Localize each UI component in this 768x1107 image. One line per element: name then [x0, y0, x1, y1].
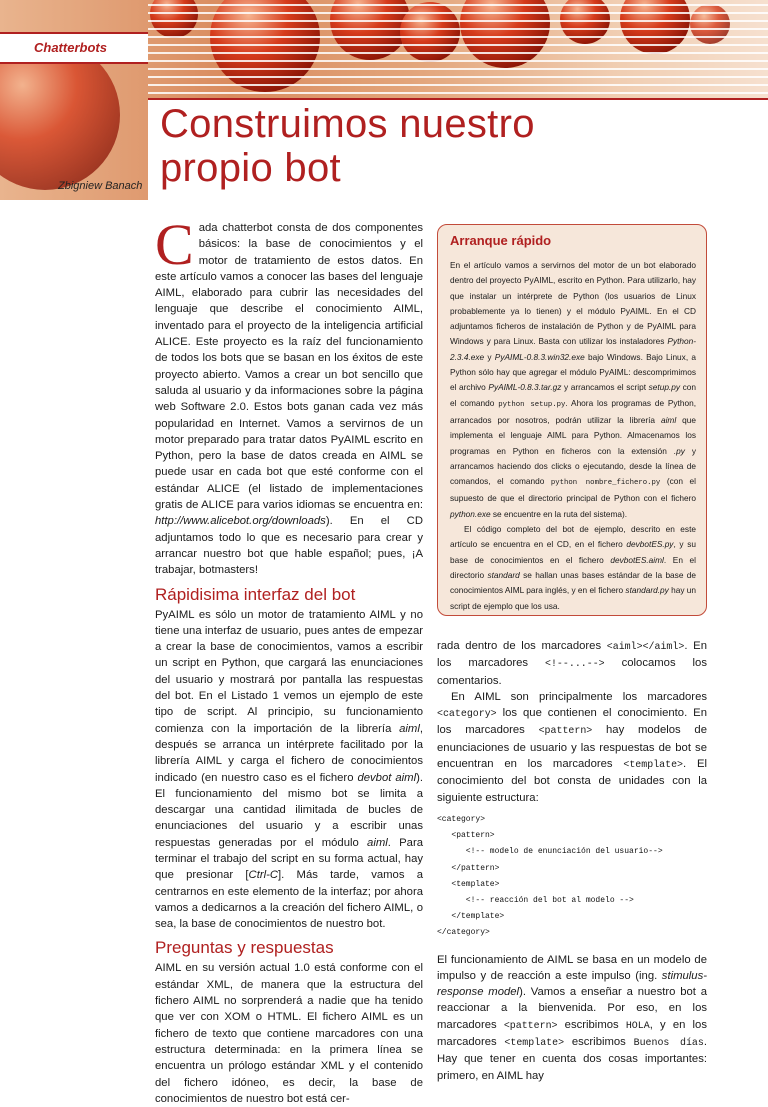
- code-listing: <category> <pattern> <!-- modelo de enunciación del usuario--> </pattern> <template> <!-- reacción del bot al modelo --> </template> </category>: [437, 814, 663, 938]
- section-header-box: [0, 32, 148, 64]
- drop-cap: C: [155, 212, 194, 277]
- section-label: Chatterbots: [34, 40, 107, 55]
- sidebar-text: [450, 258, 696, 614]
- title-line-2: propio bot: [160, 146, 341, 190]
- title-line-1: Construimos nuestro: [160, 102, 535, 146]
- title-box: [148, 98, 768, 202]
- paragraph-impulso: El funcionamiento de AIML se basa en un modelo de impulso y de reacción a este impulso (ing. stimulus-response model). Vamos a enseñar a nuestro bot a reaccionar a la bienvenida. Por eso, en los marcadores <pattern> escribimos HOLA, y en los marcadores <template> escribimos Buenos días. Hay que tener en cuenta dos cosas importantes: primero, en AIML hay: [437, 953, 708, 1082]
- sidebar-paragraph: El código completo del bot de ejemplo, descrito en este artículo se encuentra en el CD, en el fichero devbotES.py, y su base de conocimientos en el fichero devbotES.aiml. En el directorio standard se hallan unas bases estándar de la base de conocimientos AIML para inglés, y en el fichero standard.py hay un script de ejemplo que los usa.: [450, 524, 697, 611]
- sidebar-arranque-rapido: [437, 224, 707, 616]
- banner-grid-lines: [148, 0, 768, 100]
- intro-paragraph: Cada chatterbot consta de dos componentes básicos: la base de conocimientos y el motor de tratamiento de estos datos. En este artículo vamos a conocer las bases del lenguaje AIML, elaborado para cubrir las necesidades del lenguaje que describe el conocimiento AIML, inventado para el proyecto de la inteligencia artificial ALICE. Este proyecto es la raíz del funcionamiento de todos los bots que se basan en los éxitos de este proyecto abierto. Vamos a crear un bot sencillo que saluda al usuario y da informaciones sobre la página web Software 2.0. Estos bots ganan cada vez más popularidad en Internet. Vamos a servirnos de un motor preparado para tratar datos PyAIML escrito en Python, pero la base de datos creada en AIML se puede usar en cada bot que esté conforme con el estándar ALICE (el listado de implementaciones gratis de ALICE para varios idiomas se encuentra en: http://www.alicebot.org/downloads). En el CD adjuntamos todo lo que es necesario para crear y arrancar nuestro bot que hable español; pues, ¡A trabajar, botmasters!: [155, 212, 423, 577]
- heading-interfaz: Rápidisima interfaz del bot: [155, 584, 356, 604]
- paragraph-preguntas: AIML en su versión actual 1.0 está conforme con el estándar XML, de manera que la estructura del fichero AIML no sorprenderá a nadie que ha tenido que ver con XOM o HTML. El fichero AIML es un fichero de texto que contiene marcadores con una estructura determinada: en la primera línea se encuentra un prólogo estándar XML y el contenido del fichero idóneo, es decir, la base de conocimientos de nuestro bot está cer-: [155, 962, 423, 1105]
- paragraph-interfaz: PyAIML es sólo un motor de tratamiento AIML y no tiene una interfaz de usuario, pues antes de empezar a crear la base de conocimientos, vamos a escribir un script en Python, que cargará las enunciaciones del usuario y mostrará por pantalla las respuestas del bot. En el Listado 1 vemos un ejemplo de este tipo de script. Al principio, su funcionamiento comienza con la importación de la librería aiml, después se arranca un intérprete facilitado por la librería AIML y carga el fichero de conocimientos indicado (en nuestro caso es el fichero devbot aiml). El funcionamiento del mismo bot se limita a descargar una cantidad ilimitada de bucles de enunciaciones del usuario y a escribir unas respuestas generadas por el módulo aiml. Para terminar el trabajo del script en su forma actual, hay que presionar [Ctrl-C]. Más tarde, vamos a centrarnos en este elemento de la interfaz; por ahora vamos a dedicarnos a la creación del fichero AIML, o sea, la base de conocimientos de nuestro bot.: [155, 608, 424, 931]
- heading-preguntas: Preguntas y respuestas: [155, 938, 334, 958]
- sidebar-title: Arranque rápido: [450, 233, 552, 248]
- author-name: Zbigniew Banach: [58, 180, 143, 192]
- column-right: [437, 638, 707, 1084]
- paragraph-category: En AIML son principalmente los marcadores <category> los que contienen el conocimiento. En los marcadores <pattern> hay modelos de enunciaciones de usuario y las respuestas de bot se encuentran en los marcadores <template>. El conocimiento del bot consta de unidades con la siguiente estructura:: [437, 690, 707, 804]
- paragraph-marcadores: rada dentro de los marcadores <aiml></aiml>. En los marcadores <!--...--> colocamos los comentarios.: [437, 640, 707, 687]
- alicebot-link[interactable]: http://www.alicebot.org/downloads: [155, 515, 326, 528]
- column-left: [155, 212, 424, 1107]
- article-title: [160, 102, 535, 190]
- sidebar-paragraph: En el artículo vamos a servirnos del motor de un bot elaborado dentro del proyecto PyAIML, escrito en Python. Para utilizarlo, hay que instalar un intérprete de Python (los usuarios de Linux probablemente ya lo tienen) y el módulo PyAIML. En el CD adjuntamos ficheros de instalación de Python y de PyAIML para Windows y para Linux. Basta con utilizar los instaladores Python-2.3.4.exe y PyAIML-0.8.3.win32.exe bajo Windows. Bajo Linux, a Python sólo hay que agregar el módulo PyAIML: descomprimimos el archivo PyAIML-0.8.3.tar.gz y arrancamos el script setup.py con el comando python setup.py. Ahora los programas de Python, arrancados por nosotros, podrán utilizar la librería aiml que implementa el lenguaje AIML para Python. Almacenamos los programas en Python en ficheros con la extensión .py y arrancamos haciendo dos clicks o ejecutando, desde la línea de comandos, el comando python nombre_fichero.py (con el supuesto de que el directorio principal de Python con el fichero python.exe se encuentre en la ruta del sistema).: [450, 260, 697, 519]
